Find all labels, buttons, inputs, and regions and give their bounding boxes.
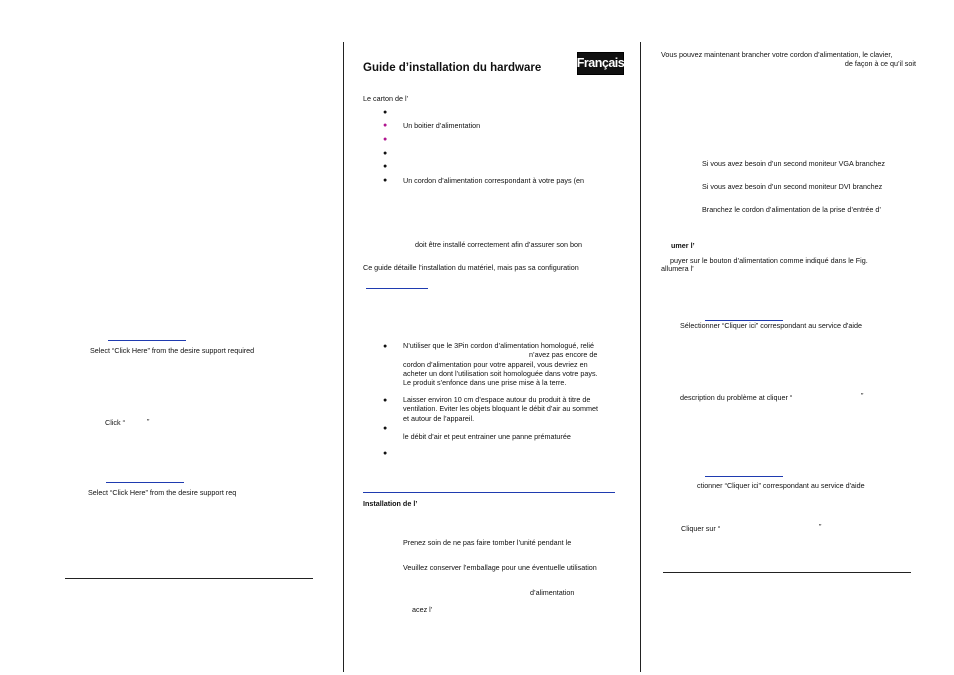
list-item [403,395,625,423]
support-text-1: Select “Click Here” from the desire support required [90,346,255,355]
left-footer-rule [65,578,313,579]
column-divider-left [343,42,344,672]
click-text-end: ” [147,417,150,426]
list-item-line: N’utiliser que le 3Pin cordon d’alimentation homologué, relié [403,341,594,350]
guide-note: Ce guide détaille l’installation du matériel, mais pas sa configuration [363,263,579,272]
bullet-icon: ● [383,450,388,457]
power-note: Branchez le cordon d’alimentation de la prise d’entrée d’ [702,205,881,214]
support-link-underline[interactable] [108,340,186,341]
list-item-line: cordon d’alimentation pour votre appareil, vous devriez en [403,359,588,369]
bullet-icon: ● [383,136,388,143]
description-text: description du problème at cliquer “ [680,393,793,402]
install-note: doit être installé correctement afin d’assurer son bon [415,240,582,249]
step-text: Prenez soin de ne pas faire tomber l’unité pendant le [403,538,572,547]
section-heading: Installation de l’ [363,499,418,508]
list-item: Un boitier d’alimentation [403,121,481,130]
list-item-line: et autour de l’appareil. [403,413,475,423]
section-rule [363,492,615,493]
bullet-icon: ● [383,177,388,184]
language-badge: Français [577,52,624,75]
bullet-icon: ● [383,425,388,432]
link-underline[interactable] [366,288,428,289]
power-heading: umer l’ [671,241,695,250]
carton-intro: Le carton de l’ [363,94,409,103]
support-link-underline[interactable] [705,476,783,477]
list-item: Un cordon d’alimentation correspondant à votre pays (en [403,176,584,185]
power-line: allumera l’ [661,264,694,273]
list-item-line: ventilation. Eviter les objets bloquant le débit d’air au sommet [403,404,598,414]
bullet-icon: ● [383,397,388,404]
list-item-line: le débit d’air et peut entrainer une panne prématurée [403,432,571,441]
dvi-note: Si vous avez besoin d’un second moniteur DVI branchez [702,182,883,191]
step-text: acez l’ [412,605,433,614]
list-item [403,423,625,441]
support-select-2: ctionner “Cliquer ici” correspondant au service d'aide [697,481,865,490]
support-link-underline[interactable] [106,482,184,483]
power-line: puyer sur le bouton d’alimentation comme indiqué dans le Fig. [670,256,868,265]
bullet-icon: ● [383,150,388,157]
bullet-icon: ● [383,343,388,350]
support-text-2: Select “Click Here” from the desire support req [88,488,237,497]
list-item-line: acheter un dont l’utilisation soit homologuée dans votre pays. [403,369,598,379]
list-item-line: Le produit s’enfonce dans une prise mise à la terre. [403,378,567,388]
intro-line: Vous pouvez maintenant brancher votre cordon d’alimentation, le clavier, [661,50,893,59]
column-divider-right [640,42,641,672]
intro-line: de façon à ce qu’il soit [844,59,916,68]
list-item-line: Laisser environ 10 cm d’espace autour du produit à titre de [403,395,591,404]
bullet-icon: ● [383,109,388,116]
bullet-icon: ● [383,122,388,129]
list-item [403,341,625,388]
right-footer-rule [663,572,911,573]
click-text-start: Click “ [105,418,125,427]
step-text: d’alimentation [530,588,575,597]
vga-note: Si vous avez besoin d’un second moniteur VGA branchez [702,159,885,168]
page-title: Guide d’installation du hardware [363,62,542,74]
list-item-line: n’avez pas encore de [529,350,598,360]
support-select-1: Sélectionner “Cliquer ici” correspondant au service d'aide [680,321,862,330]
step-text: Veuillez conserver l’emballage pour une éventuelle utilisation [403,563,597,572]
click-start: Cliquer sur “ [681,524,721,533]
bullet-icon: ● [383,163,388,170]
click-end: ” [819,522,822,531]
list-item-line [403,423,625,432]
description-end: ” [861,391,864,400]
